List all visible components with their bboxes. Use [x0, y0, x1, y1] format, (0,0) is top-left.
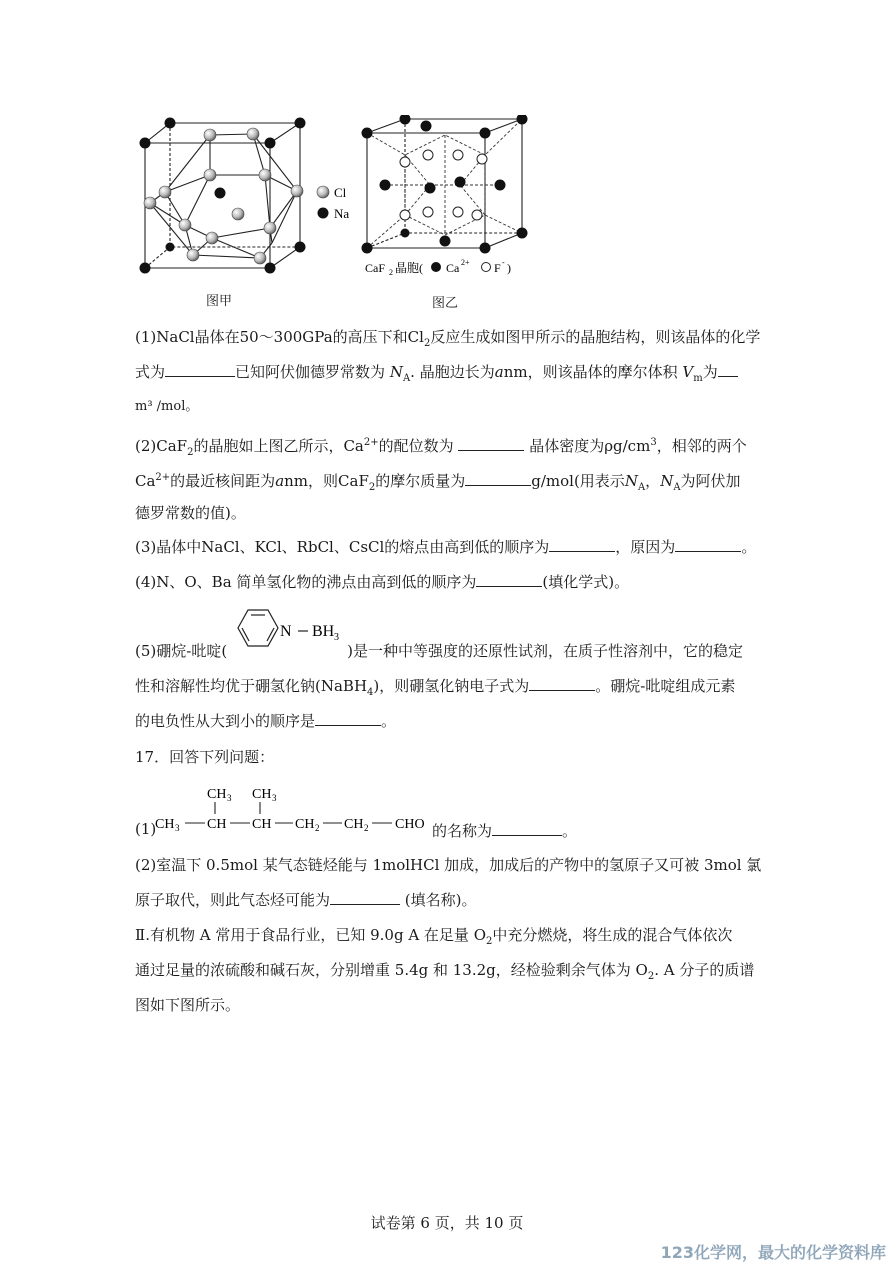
answer-blank[interactable] [529, 676, 595, 691]
chain-cho: CHO [395, 817, 425, 832]
q17-part2-line2: 原子取代，则此气态烃可能为 (填名称)。 [135, 891, 477, 909]
q16-part5-line1: (5)硼烷-吡啶( )是一种中等强度的还原性试剂，在质子性溶剂中，它的稳定 [135, 642, 744, 660]
svg-text:3: 3 [227, 793, 232, 803]
svg-text:3: 3 [272, 793, 277, 803]
q17-ii-line1: Ⅱ.有机物 A 常用于食品行业，已知 9.0g A 在足量 $O_2$中充分燃烧，将生成的混合气体依次 [135, 926, 733, 947]
q16-part2-line3: 德罗常数的值)。 [135, 504, 246, 522]
svg-text:3: 3 [175, 823, 180, 833]
answer-blank[interactable] [465, 471, 531, 486]
q17-ii-line2: 通过足量的浓硫酸和碱石灰，分别增重 5.4g 和 13.2g，经检验剩余气体为 $O_2$. A 分子的质谱 [135, 961, 755, 982]
pyridine-n: N [280, 623, 292, 640]
q17-part1-prefix: (1) [135, 820, 157, 838]
answer-blank[interactable] [718, 362, 738, 377]
legend-cl-label: Cl [334, 185, 347, 200]
legend-f-sup: - [502, 258, 505, 267]
legend-ca-label: Ca [446, 261, 460, 275]
q17-part2-line1: (2)室温下 0.5mol 某气态链烃能与 1molHCl 加成，加成后的产物中的氢原子又可被 3mol 氯 [135, 856, 762, 874]
legend-caf2-word: 晶胞( [395, 261, 423, 275]
legend-f-label: F [494, 261, 501, 275]
svg-text:2: 2 [315, 823, 320, 833]
q17-part1-text: 的名称为 。 [432, 822, 578, 840]
q17-ii-line3: 图如下图所示。 [135, 996, 241, 1014]
figure-jia-caption: 图甲 [206, 294, 233, 309]
q16-part2-line1: (2)CaF$_2$的晶胞如上图乙所示，$Ca^{2+}$的配位数为 晶体密度为$\rho g/cm^3$，相邻的两个 [135, 437, 747, 458]
q16-part3: (3)晶体中NaCl、KCl、RbCl、CsCl的熔点由高到低的顺序为 ，原因为 。 [135, 538, 757, 556]
figure-yi-caf2-cell [355, 115, 545, 285]
q16-part1-line3: m³ /mol。 [135, 399, 199, 414]
chain-ch2-b: CH [344, 817, 364, 832]
q16-part2-line2: $Ca^{2+}$的最近核间距为anm，则CaF$_2$的摩尔质量为 g/mol(用表示$N_A$，$N_A$为阿伏加 [135, 472, 741, 493]
answer-blank[interactable] [165, 362, 235, 377]
legend-close: ) [507, 261, 511, 275]
legend-na-label: Na [334, 206, 350, 221]
answer-blank[interactable] [492, 821, 562, 836]
q16-part5-line2: 性和溶解性均优于硼氢化钠(NaBH$_4$)，则硼氢化钠电子式为 。硼烷-吡啶组成元素 [135, 677, 736, 698]
answer-blank[interactable] [549, 537, 615, 552]
branch-ch3-1: CH [207, 787, 227, 802]
q16-part1-line1: (1)NaCl晶体在50～300GPa的高压下和$Cl_2$反应生成如图甲所示的晶胞结构，则该晶体的化学 [135, 328, 761, 349]
chain-ch-1: CH [207, 817, 227, 832]
figure-jia-nacl-cell [130, 115, 360, 290]
answer-blank[interactable] [476, 572, 542, 587]
legend-ca-sup: 2+ [461, 258, 470, 267]
chain-ch3: CH [155, 817, 175, 832]
answer-blank[interactable] [675, 537, 741, 552]
pyridine-bh-sub: 3 [334, 632, 339, 643]
legend-caf2-prefix: CaF [365, 261, 386, 275]
legend-caf2-sub: 2 [389, 268, 393, 277]
answer-blank[interactable] [315, 711, 381, 726]
svg-text:2: 2 [364, 823, 369, 833]
chain-ch-2: CH [252, 817, 272, 832]
figure-yi-caption: 图乙 [432, 296, 459, 311]
answer-blank[interactable] [330, 890, 400, 905]
q16-part5-line3: 的电负性从大到小的顺序是 。 [135, 712, 397, 730]
q17-heading: 17．回答下列问题： [135, 748, 275, 766]
q16-part1-line2: 式为 已知阿伏伽德罗常数为 $N_A$. 晶胞边长为anm，则该晶体的摩尔体积 $V_m$为 [135, 361, 738, 390]
page-footer: 试卷第 6 页，共 10 页 [370, 1214, 524, 1232]
chain-ch2-a: CH [295, 817, 315, 832]
q17-aldehyde-structure [155, 780, 435, 836]
branch-ch3-2: CH [252, 787, 272, 802]
answer-blank[interactable] [458, 436, 524, 451]
q16-part4: (4)N、O、Ba 简单氢化物的沸点由高到低的顺序为 (填化学式)。 [135, 573, 630, 591]
watermark: 123化学网，最大的化学资料库 [660, 1243, 886, 1262]
pyridine-bh: BH [312, 623, 335, 640]
